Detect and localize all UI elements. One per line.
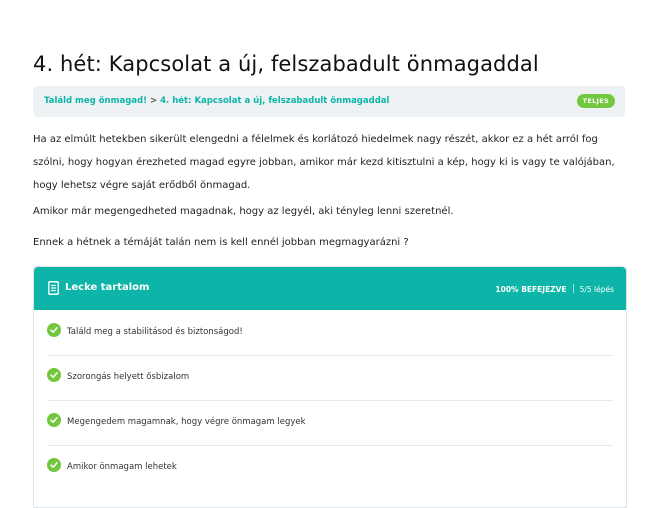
lesson-content-title: Lecke tartalom — [65, 282, 150, 293]
lesson-content-panel — [33, 266, 627, 508]
breadcrumb-parent-link[interactable]: Találd meg önmagad! — [44, 96, 147, 106]
lesson-item[interactable] — [47, 310, 613, 356]
breadcrumb — [44, 96, 389, 106]
checkmark-circle-icon — [47, 413, 61, 427]
breadcrumb-current: 4. hét: Kapcsolat a új, felszabadult önmagaddal — [160, 96, 390, 106]
intro-paragraph-3: Ennek a hétnek a témáját talán nem is kell ennél jobban megmagyarázni ? — [33, 237, 409, 248]
page-title: 4. hét: Kapcsolat a új, felszabadult önmagaddal — [33, 52, 539, 76]
lesson-item[interactable] — [47, 400, 613, 446]
breadcrumb-bar — [33, 86, 625, 117]
lesson-content-header[interactable] — [34, 267, 626, 310]
progress-percent-label: 100% BEFEJEZVE — [495, 285, 567, 294]
progress-divider — [573, 284, 574, 293]
lesson-item[interactable] — [47, 445, 613, 490]
lesson-item-label[interactable]: Amikor önmagam lehetek — [67, 462, 177, 472]
breadcrumb-separator: > — [149, 96, 158, 106]
lesson-item-label[interactable]: Találd meg a stabilitásod és biztonságod! — [67, 327, 243, 337]
checkmark-circle-icon — [47, 368, 61, 382]
lesson-progress — [495, 284, 614, 294]
steps-count-label: 5/5 lépés — [579, 285, 614, 294]
lesson-item[interactable] — [47, 355, 613, 401]
checkmark-circle-icon — [47, 323, 61, 337]
intro-paragraph-2: Amikor már megengedheted magadnak, hogy az legyél, aki tényleg lenni szeretnél. — [33, 206, 454, 217]
intro-paragraph-1: Ha az elmúlt hetekben sikerült elengedni a félelmek és korlátozó hiedelmek nagy részét, akkor ez a hét arról fog szólni, hogy hogyan érezheted magad egyre jobban, amikor már kezd kitisztulni a kép, hogy ki is vagy te valójában, hogy lehetsz végre saját erődből önmagad. — [33, 134, 615, 191]
document-icon — [48, 281, 59, 295]
lesson-item-label[interactable]: Megengedem magamnak, hogy végre önmagam legyek — [67, 417, 306, 427]
lesson-item-label[interactable]: Szorongás helyett ősbizalom — [67, 372, 190, 382]
checkmark-circle-icon — [47, 458, 61, 472]
status-badge: TELJES — [577, 94, 615, 108]
